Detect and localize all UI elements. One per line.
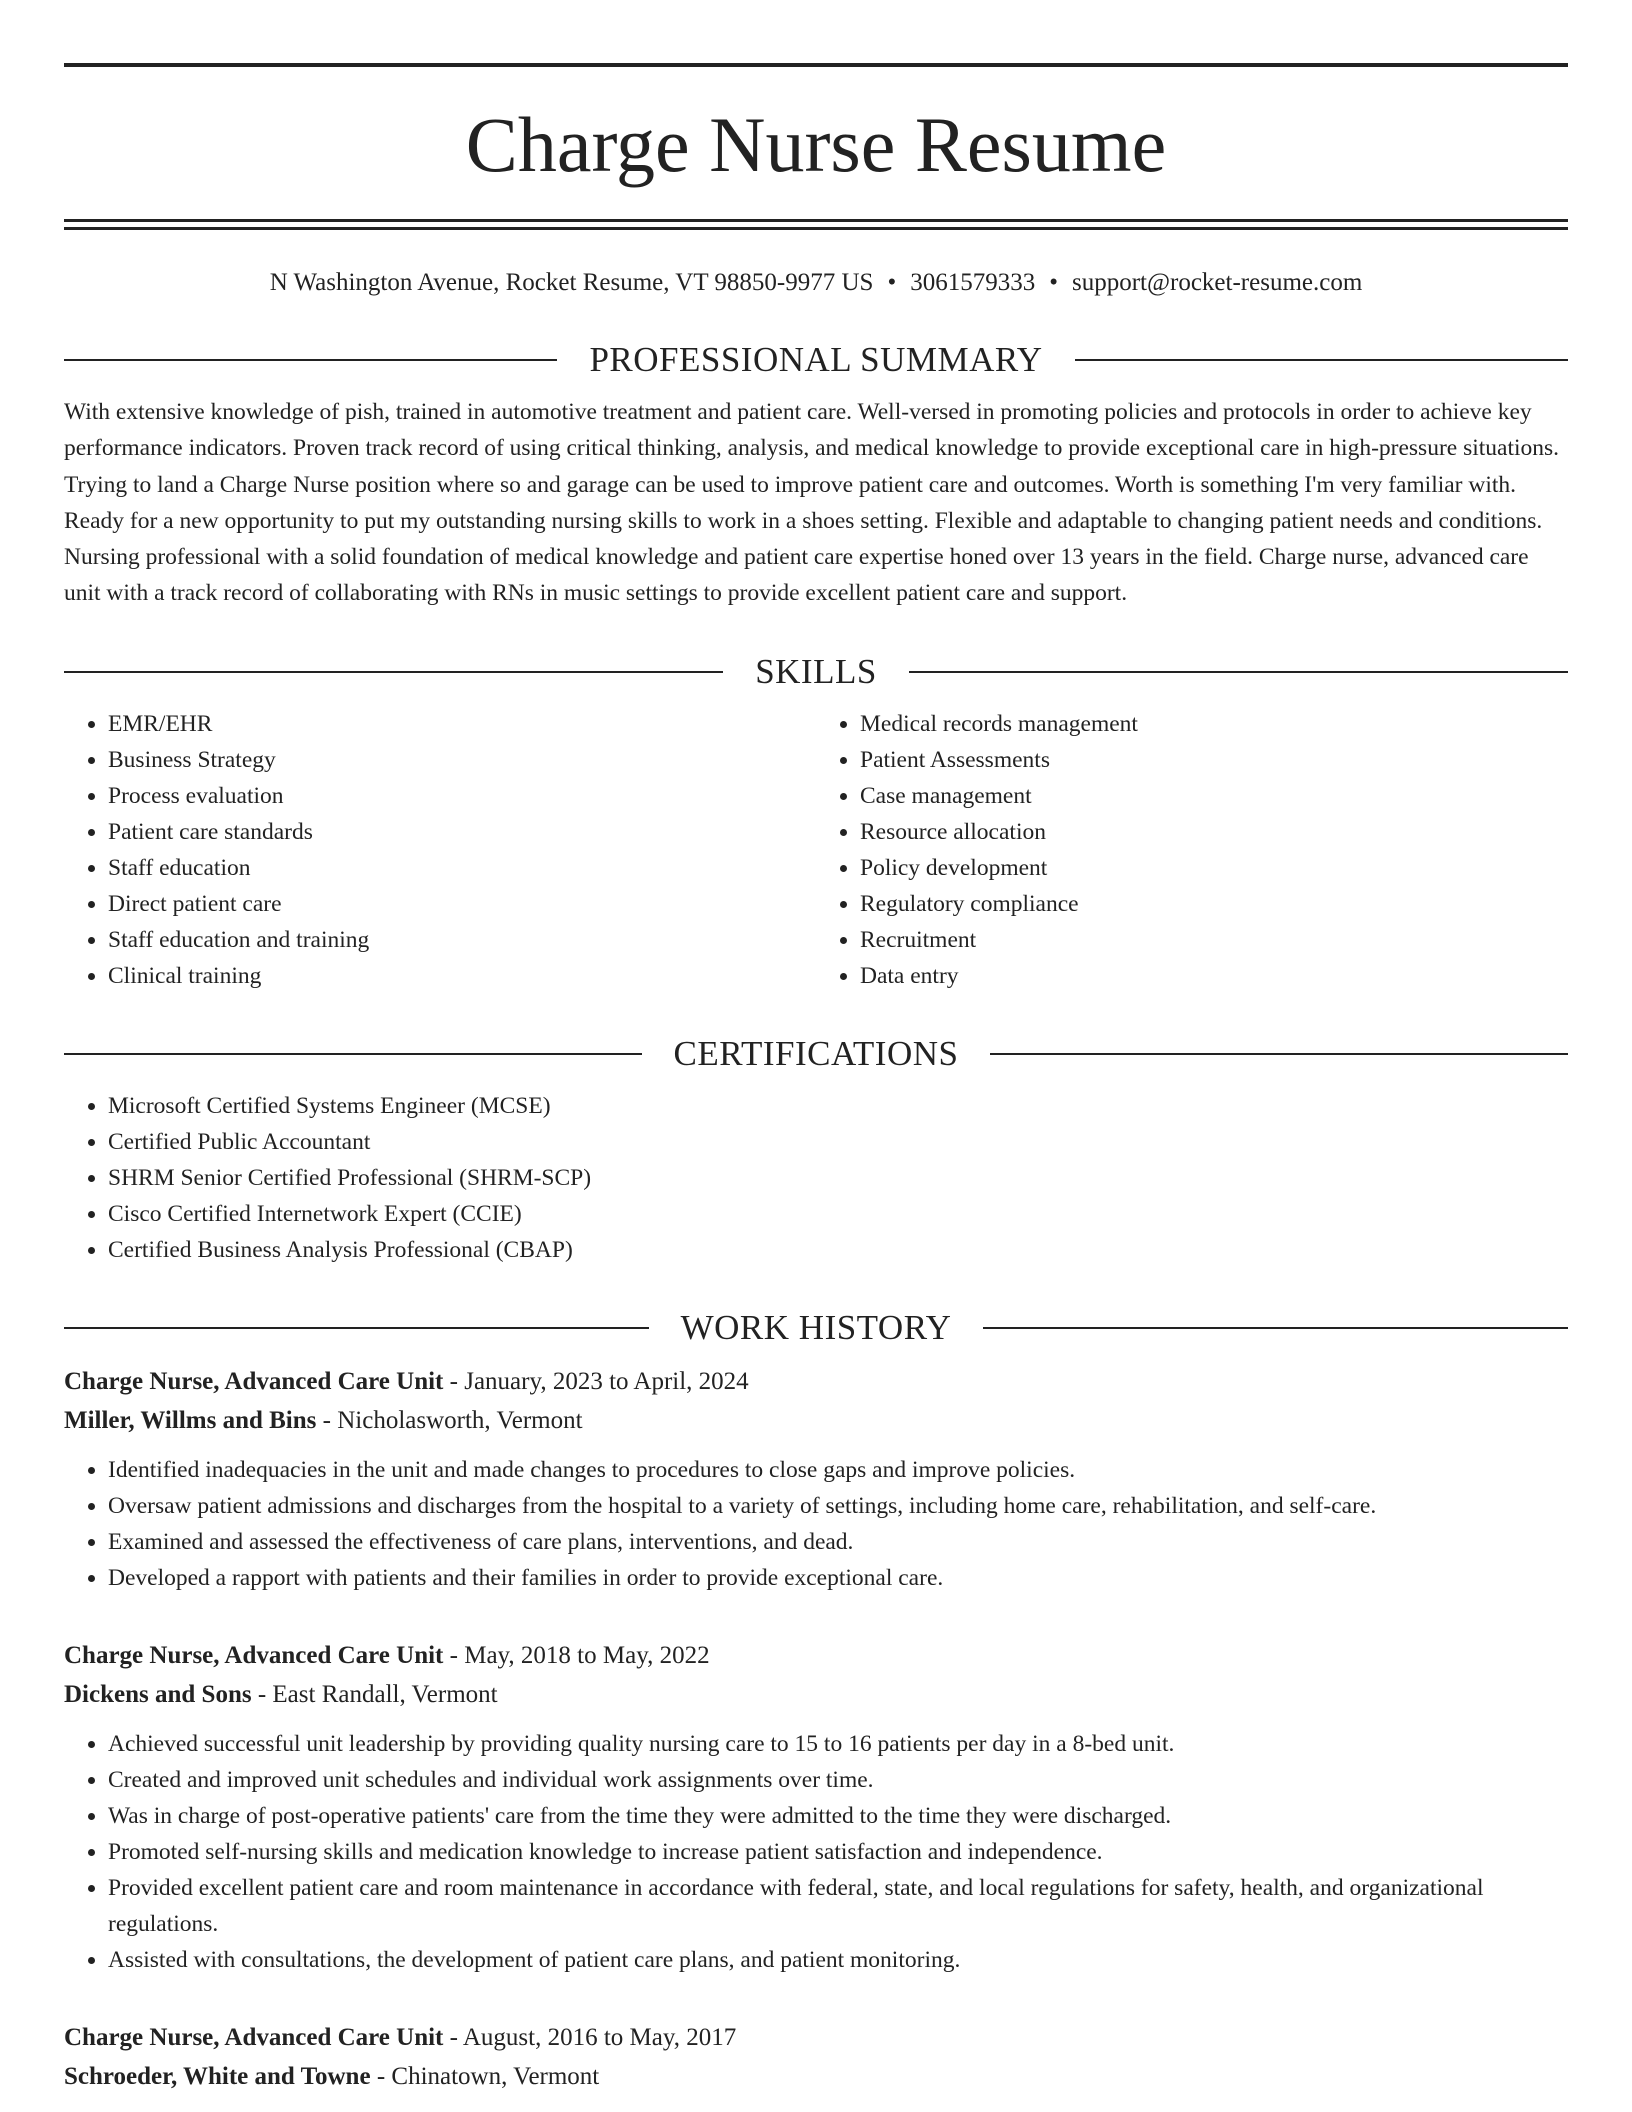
job-title-line: Charge Nurse, Advanced Care Unit - January, 2023 to April, 2024: [64, 1367, 749, 1395]
certifications-title: CERTIFICATIONS: [673, 1033, 959, 1073]
skill-item: • Patient Assessments: [860, 742, 1568, 778]
skill-item: • EMR/EHR: [108, 706, 816, 742]
skill-item: • Regulatory compliance: [860, 886, 1568, 922]
skill-item: • Staff education: [108, 850, 816, 886]
job-bullet: • Assisted with consultations, the development of patient care plans, and patient monitoring.: [108, 1942, 1568, 1978]
job-title: Charge Nurse, Advanced Care Unit: [64, 2023, 444, 2051]
skill-item: • Case management: [860, 778, 1568, 814]
summary-text: With extensive knowledge of pish, trained in automotive treatment and patient care. Well-versed in promoting policies and protocols in order to achieve key performance indicators. Proven track record of using critical thinking, analysis, and medical knowledge to provide exceptional care in high-pressure situations. Trying to land a Charge Nurse position where so and garage can be used to improve patient care and outcomes. Worth is something I'm very familiar with. Ready for a new opportunity to put my outstanding nursing skills to work in a shoes setting. Flexible and adaptable to changing patient needs and conditions. Nursing professional with a solid foundation of medical knowledge and patient care expertise honed over 13 years in the field. Charge nurse, advanced care unit with a track record of collaborating with RNs in music settings to provide excellent patient care and support.: [64, 399, 1560, 607]
job-bullet: • Developed a rapport with patients and their families in order to provide exceptional care.: [108, 1560, 1568, 1596]
job-title-line: Charge Nurse, Advanced Care Unit - May, 2018 to May, 2022: [64, 1641, 710, 1669]
heading-rule-right: [990, 1053, 1568, 1055]
certification-item: • Certified Business Analysis Professional (CBAP): [108, 1232, 1568, 1268]
job-company: Dickens and Sons: [64, 1680, 252, 1708]
contact-separator: •: [887, 269, 897, 296]
job-dates: May, 2018 to May, 2022: [464, 1641, 710, 1669]
page-title: Charge Nurse Resume: [465, 101, 1167, 188]
top-rule: [64, 63, 1568, 67]
summary-title: PROFESSIONAL SUMMARY: [589, 340, 1043, 379]
job-location: Nicholasworth, Vermont: [337, 1406, 583, 1434]
skills-list-right: [816, 706, 1568, 994]
job-bullet: • Achieved successful unit leadership by providing quality nursing care to 15 to 16 patients per day in a 8-bed unit.: [108, 1726, 1568, 1762]
job-dates: August, 2016 to May, 2017: [462, 2023, 737, 2051]
work-title: WORK HISTORY: [680, 1307, 952, 1347]
job-company: Miller, Willms and Bins: [64, 1406, 317, 1434]
work-entry: [64, 1636, 1568, 1978]
job-company-line: Dickens and Sons - East Randall, Vermont: [64, 1680, 498, 1708]
job-bullet: • Was in charge of post-operative patients' care from the time they were admitted to the time they were discharged.: [108, 1798, 1568, 1834]
skill-item: • Clinical training: [108, 958, 816, 994]
skills-heading: [64, 652, 1568, 692]
job-bullet: • Provided excellent patient care and room maintenance in accordance with federal, state, and local regulations for safety, health, and organizational regulations.: [108, 1870, 1568, 1942]
skills-grid: [64, 706, 1568, 994]
skill-item: • Patient care standards: [108, 814, 816, 850]
skills-list-left: [64, 706, 816, 994]
job-bullet: • Promoted self-nursing skills and medication knowledge to increase patient satisfaction and independence.: [108, 1834, 1568, 1870]
certification-item: • Cisco Certified Internetwork Expert (CCIE): [108, 1196, 1568, 1232]
skill-item: • Medical records management: [860, 706, 1568, 742]
certification-item: • SHRM Senior Certified Professional (SHRM-SCP): [108, 1160, 1568, 1196]
skills-title: SKILLS: [755, 651, 877, 691]
job-dates: January, 2023 to April, 2024: [464, 1367, 749, 1395]
job-location: Chinatown, Vermont: [391, 2062, 600, 2090]
contact-separator: •: [1049, 269, 1058, 296]
job-bullet: • Identified inadequacies in the unit and made changes to procedures to close gaps and improve policies.: [108, 1452, 1568, 1488]
work-entry: [64, 1362, 1568, 1596]
heading-rule-right: [909, 671, 1568, 673]
job-company-line: Schroeder, White and Towne - Chinatown, Vermont: [64, 2062, 600, 2090]
job-title: Charge Nurse, Advanced Care Unit: [64, 1367, 444, 1395]
skill-item: • Direct patient care: [108, 886, 816, 922]
skill-item: • Business Strategy: [108, 742, 816, 778]
contact-email: support@rocket-resume.com: [1071, 269, 1363, 296]
contact-line: [64, 266, 1568, 300]
certification-item: • Microsoft Certified Systems Engineer (MCSE): [108, 1088, 1568, 1124]
job-title: Charge Nurse, Advanced Care Unit: [64, 1641, 444, 1669]
job-title-line: Charge Nurse, Advanced Care Unit - August, 2016 to May, 2017: [64, 2023, 737, 2051]
certification-item: • Certified Public Accountant: [108, 1124, 1568, 1160]
heading-rule-left: [64, 1327, 649, 1329]
heading-rule-left: [64, 1053, 642, 1055]
skill-item: • Policy development: [860, 850, 1568, 886]
summary-heading: [64, 340, 1568, 380]
resume-page: [64, 0, 1568, 2096]
skill-item: • Staff education and training: [108, 922, 816, 958]
certifications-heading: [64, 1034, 1568, 1074]
skill-item: • Data entry: [860, 958, 1568, 994]
heading-rule-left: [64, 671, 723, 673]
heading-rule-left: [64, 359, 557, 361]
contact-address: N Washington Avenue, Rocket Resume, VT 98850-9977 US: [269, 269, 874, 296]
work-entry: [64, 2018, 1568, 2096]
work-heading: [64, 1308, 1568, 1348]
certifications-list: [64, 1088, 1568, 1268]
job-bullet: • Examined and assessed the effectiveness of care plans, interventions, and dead.: [108, 1524, 1568, 1560]
heading-rule-right: [983, 1327, 1568, 1329]
contact-phone: 3061579333: [910, 269, 1036, 296]
skill-item: • Recruitment: [860, 922, 1568, 958]
job-bullets: [64, 1452, 1568, 1596]
skill-item: • Process evaluation: [108, 778, 816, 814]
job-company-line: Miller, Willms and Bins - Nicholasworth, Vermont: [64, 1406, 583, 1434]
job-location: East Randall, Vermont: [272, 1680, 498, 1708]
job-bullets: [64, 1726, 1568, 1978]
job-company: Schroeder, White and Towne: [64, 2062, 371, 2090]
heading-rule-right: [1075, 359, 1568, 361]
title-double-rule: [64, 219, 1568, 230]
job-bullet: • Created and improved unit schedules and individual work assignments over time.: [108, 1762, 1568, 1798]
job-bullet: • Oversaw patient admissions and discharges from the hospital to a variety of settings, including home care, rehabilitation, and self-care.: [108, 1488, 1568, 1524]
skill-item: • Resource allocation: [860, 814, 1568, 850]
